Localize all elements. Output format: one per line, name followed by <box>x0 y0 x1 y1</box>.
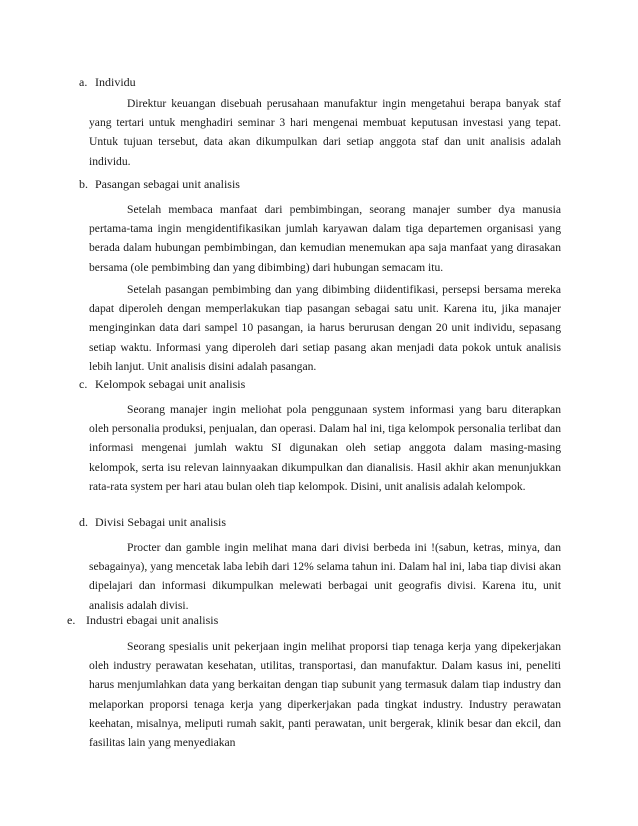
paragraph: Setelah membaca manfaat dari pembimbingan, seorang manajer sumber dya manusia pertama-tama ingin mengidentifikasikan jumlah karyawan dalam tiga departemen organisasi yang berada dalam hubungan pembimbingan, dan kemudian menemukan apa saja manfaat yang dirasakan bersama (ole pembimbing dan yang dibimbing) dari hubungan semacam itu. <box>89 203 561 274</box>
section-heading-e <box>67 612 218 628</box>
section-title: Industri ebagai unit analisis <box>86 613 219 627</box>
section-heading-b <box>79 176 240 192</box>
section-letter: e. <box>67 613 76 627</box>
section-title: Divisi Sebagai unit analisis <box>95 515 226 529</box>
section-title: Kelompok sebagai unit analisis <box>95 377 246 391</box>
paragraph: Seorang manajer ingin meliohat pola penggunaan system informasi yang baru diterapkan oleh personalia produksi, penjualan, dan operasi. Dalam hal ini, tiga kelompok personalia terlibat dan informasi mengenai jumlah waktu SI digunakan oleh setiap anggota dalam masing-masing kelompok, serta isu relevan lainnyaakan dikumpulkan dan dianalisis. Hasil akhir akan menunjukkan rata-rata system per hari atau bulan oleh tiap kelompok. Disini, unit analisis adalah kelompok. <box>89 403 561 493</box>
paragraph: Setelah pasangan pembimbing dan yang dibimbing diidentifikasi, persepsi bersama mereka dapat diperoleh dengan memperlakukan tiap pasangan sebagai satu unit. Karena itu, jika manajer menginginkan data dari sampel 10 pasangan, ia harus berurusan dengan 20 unit individu, sepasang setiap waktu. Informasi yang diperoleh dari setiap pasang akan menjadi data pokok untuk analisis lebih lanjut. Unit analisis disini adalah pasangan. <box>89 283 561 373</box>
section-letter: a. <box>79 75 88 89</box>
section-title: Pasangan sebagai unit analisis <box>95 177 240 191</box>
section-title: Individu <box>95 75 136 89</box>
section-letter: c. <box>79 377 88 391</box>
paragraph: Seorang spesialis unit pekerjaan ingin melihat proporsi tiap tenaga kerja yang dipekerjakan oleh industry perawatan kesehatan, utilitas, transportasi, dan manufaktur. Dalam kasus ini, peneliti harus menjumlahkan data yang berkaitan dengan tiap subunit yang termasuk dalam tiap industry dan melaporkan proporsi tenaga kerja yang diperkerjakan pada tingkat industry. Industry perawatan keehatan, misalnya, meliputi rumah sakit, panti perawatan, unit bergerak, klinik besar dan ekcil, dan fasilitas lain yang menyediakan <box>89 640 561 750</box>
section-letter: b. <box>79 177 88 191</box>
section-letter: d. <box>79 515 88 529</box>
section-heading-a <box>79 74 136 90</box>
paragraph: Procter dan gamble ingin melihat mana dari divisi berbeda ini !(sabun, ketras, minya, dan sebagainya), yang mencetak laba lebih dari 12% selama tahun ini. Dalam hal ini, laba tiap divisi akan dipelajari dan informasi dikumpulkan melewati berbagai unit geografis divisi. Karena itu, unit analisis adalah divisi. <box>89 541 561 612</box>
section-heading-d <box>79 514 226 530</box>
section-heading-c <box>79 376 245 392</box>
paragraph: Direktur keuangan disebuah perusahaan manufaktur ingin mengetahui berapa banyak staf yang tertari untuk menghadiri seminar 3 hari mengenai membuat keputusan investasi yang tepat. Untuk tujuan tersebut, data akan dikumpulkan dari setiap anggota staf dan unit analisis adalah individu. <box>89 97 561 168</box>
